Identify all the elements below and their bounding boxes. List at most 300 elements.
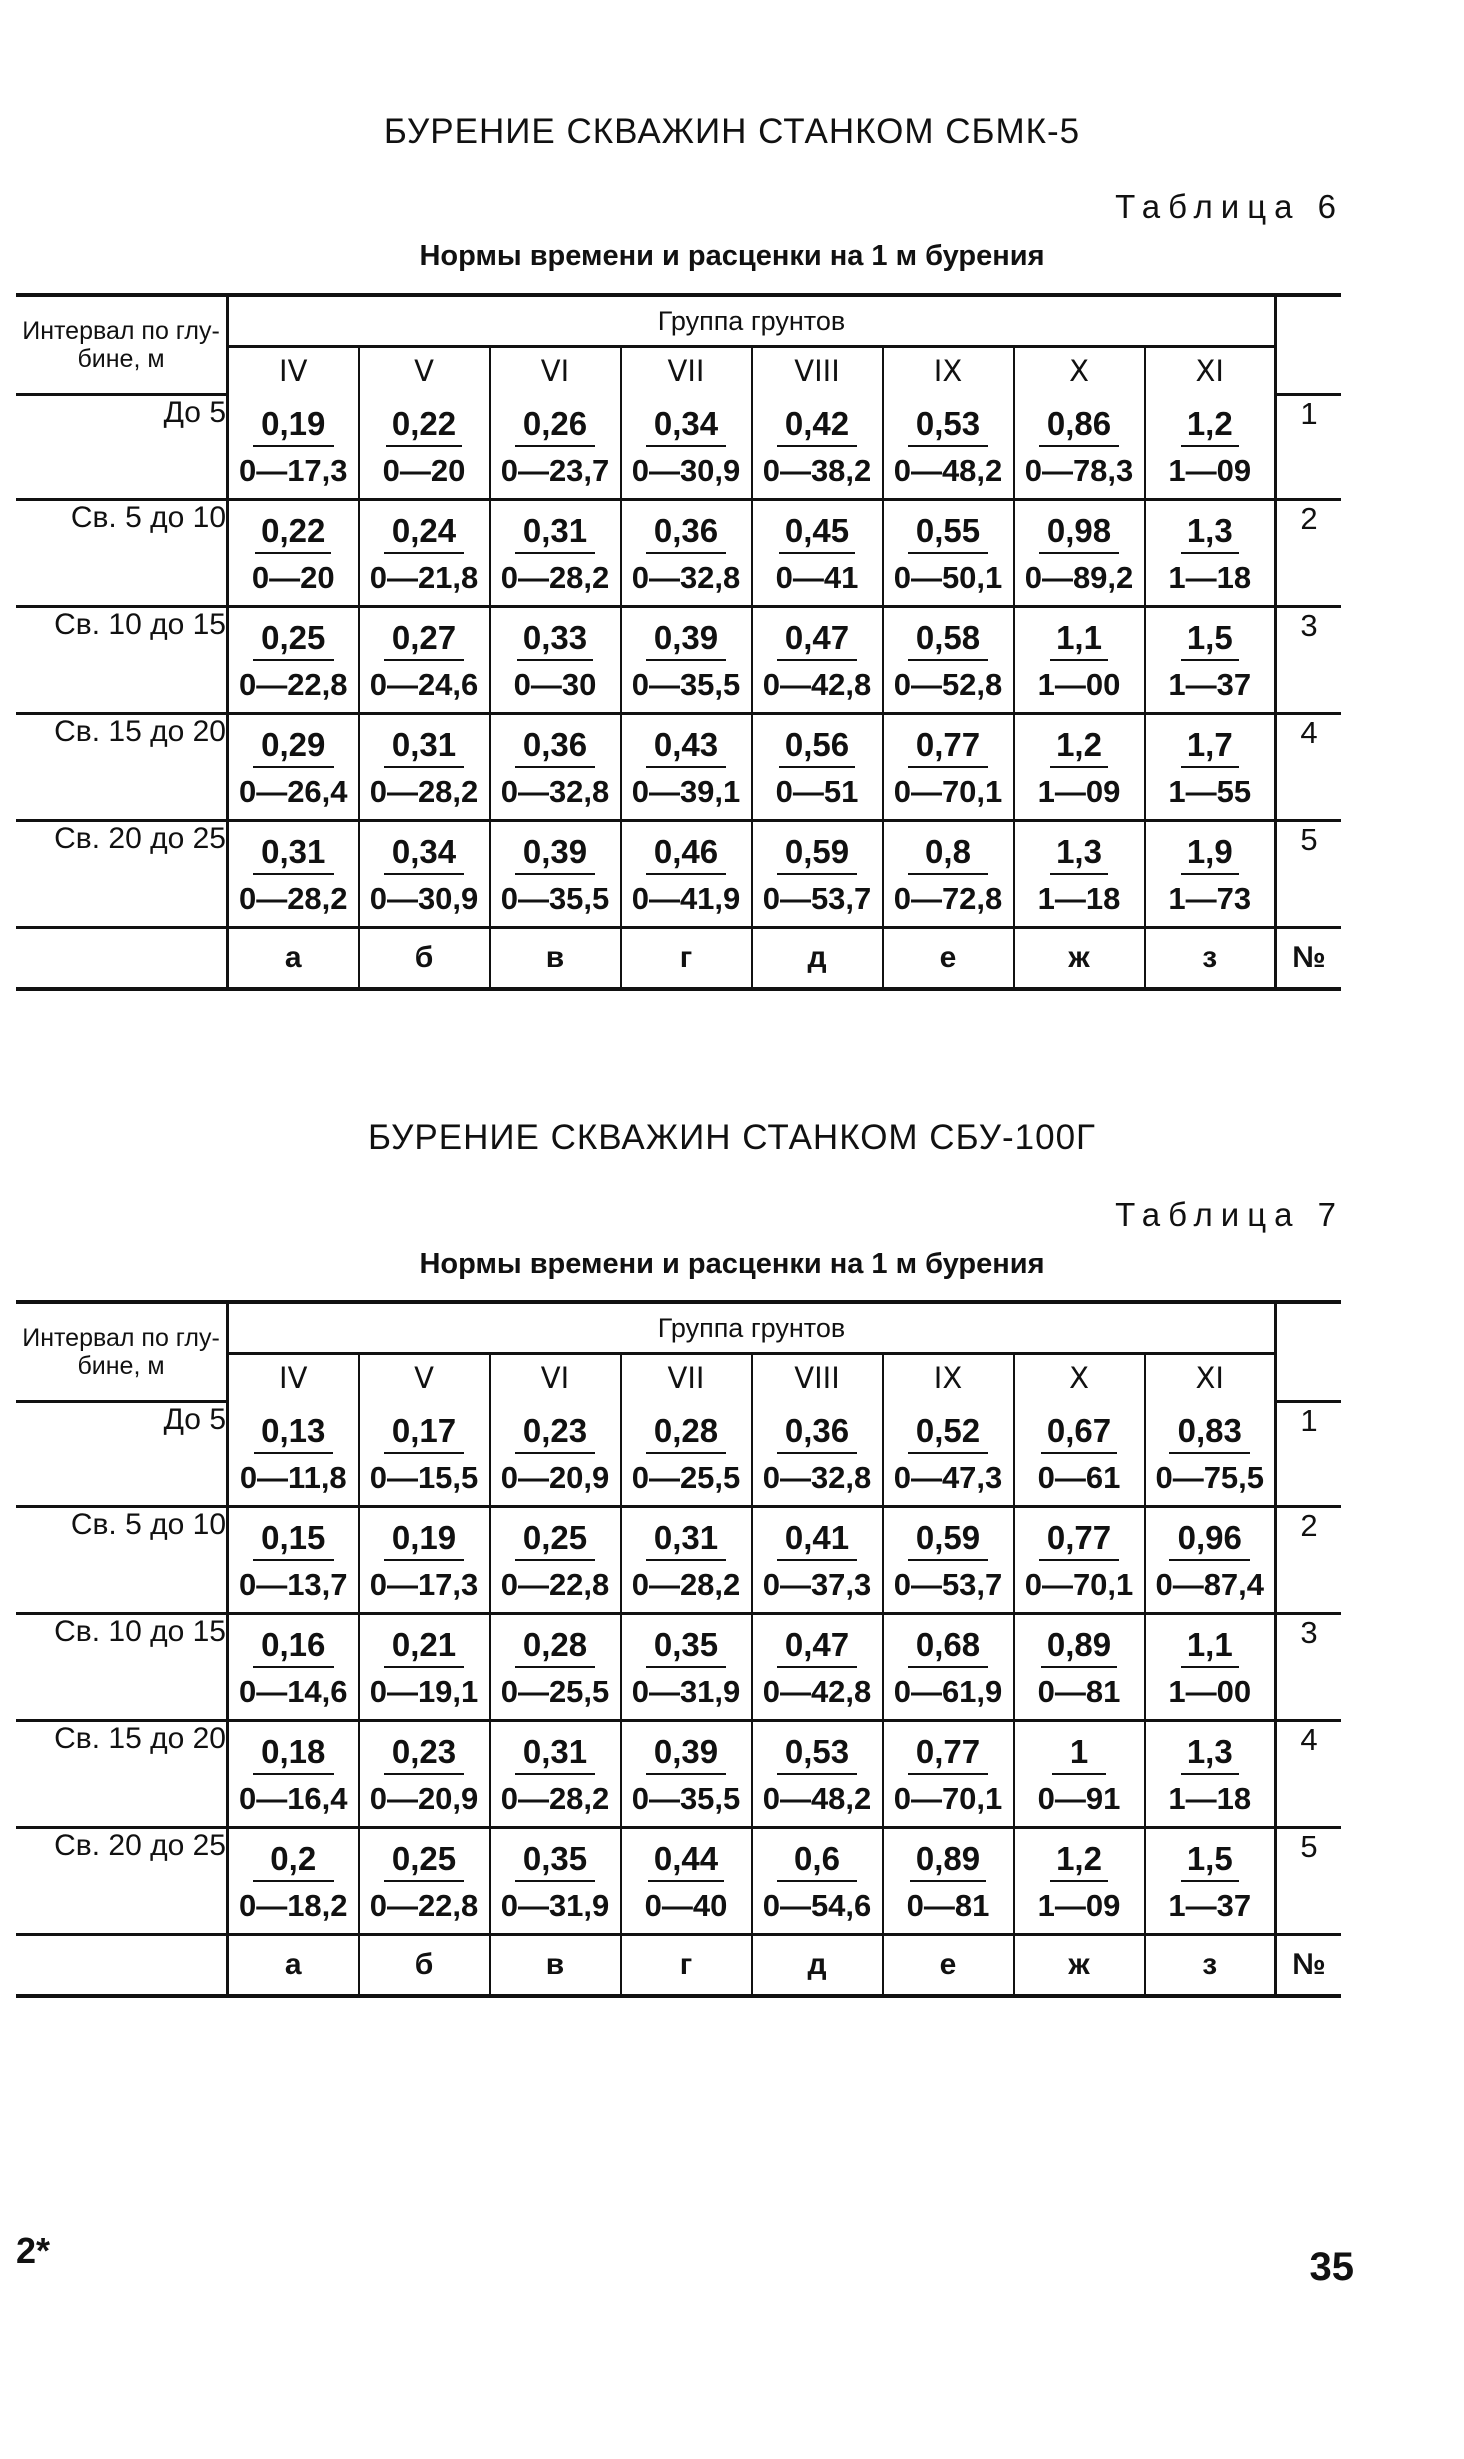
time-norm: 0,89: [910, 1842, 986, 1882]
rate-fraction: [238, 725, 348, 809]
price-rate: 0—53,7: [762, 880, 872, 916]
row-number: 2: [1276, 500, 1342, 607]
group-column-header: VIII: [752, 1354, 883, 1402]
price-rate: 1—18: [1037, 880, 1121, 916]
column-letter: а: [228, 1935, 359, 1997]
time-norm: 0,44: [648, 1842, 724, 1882]
rate-cell: [490, 714, 621, 821]
group-column-header: V: [359, 347, 490, 395]
time-norm: 0,31: [384, 728, 465, 768]
rate-fraction: [1167, 404, 1253, 488]
time-norm: 0,34: [384, 835, 465, 875]
time-norm: 0,47: [777, 1628, 858, 1668]
depth-interval-label: Св. 5 до 10: [16, 1507, 228, 1614]
price-rate: 1—37: [1168, 666, 1252, 702]
price-rate: 0—21,8: [369, 559, 479, 595]
column-letter: б: [359, 1935, 490, 1997]
price-rate: 0—20,9: [500, 1459, 610, 1495]
rate-cell: [883, 1614, 1014, 1721]
rate-fraction: [634, 1839, 738, 1923]
rate-fraction: [500, 404, 610, 488]
rate-cell: [228, 1507, 359, 1614]
price-rate: 0—78,3: [1024, 452, 1134, 488]
time-norm: 1,2: [1050, 728, 1108, 768]
time-norm: 0,41: [777, 1521, 858, 1561]
time-norm: 0,98: [1039, 514, 1120, 554]
time-norm: 0,53: [777, 1735, 858, 1775]
rate-fraction: [239, 1411, 347, 1495]
rate-fraction: [893, 1625, 1003, 1709]
time-norm: 0,8: [908, 835, 989, 875]
group-column-header: XI: [1195, 354, 1224, 388]
table-number: Таблица 7: [1115, 1196, 1344, 1233]
rate-cell: [359, 714, 490, 821]
rate-fraction: [893, 725, 1003, 809]
time-norm: 0,35: [515, 1842, 596, 1882]
number-sign: №: [1276, 1935, 1342, 1997]
rate-fraction: [631, 404, 741, 488]
rate-fraction: [631, 1732, 741, 1816]
rate-cell: [1145, 607, 1276, 714]
price-rate: 0—28,2: [500, 559, 610, 595]
time-norm: 0,35: [646, 1628, 727, 1668]
column-letter: з: [1202, 1948, 1218, 1981]
rate-cell: [228, 1828, 359, 1935]
time-norm: 0,89: [1041, 1628, 1117, 1668]
price-rate: 0—20: [382, 452, 466, 488]
rate-cell: [883, 607, 1014, 714]
time-norm: 0,36: [646, 514, 727, 554]
time-norm: 0,67: [1041, 1414, 1117, 1454]
rate-fraction: [369, 1625, 479, 1709]
price-rate: 0—89,2: [1024, 559, 1134, 595]
rate-cell: [490, 607, 621, 714]
time-norm: 0,28: [515, 1628, 596, 1668]
rate-fraction: [369, 511, 479, 595]
time-norm: 1,3: [1050, 835, 1108, 875]
price-rate: 0—28,2: [369, 773, 479, 809]
rate-cell: [1145, 1401, 1276, 1507]
section-title: БУРЕНИЕ СКВАЖИН СТАНКОМ СБУ-100Г: [368, 1118, 1096, 1157]
rate-fraction: [765, 725, 869, 809]
rate-cell: [621, 1828, 752, 1935]
time-norm: 0,31: [253, 835, 334, 875]
rate-cell: [621, 607, 752, 714]
table-row: [16, 1507, 1341, 1614]
rate-fraction: [1155, 1518, 1265, 1602]
rate-cell: [228, 714, 359, 821]
time-norm: 1,9: [1181, 835, 1239, 875]
time-norm: 0,77: [1039, 1521, 1120, 1561]
rate-fraction: [238, 1518, 348, 1602]
rate-fraction: [503, 618, 607, 702]
time-norm: 0,86: [1039, 407, 1120, 447]
price-rate: 0—30,9: [631, 452, 741, 488]
price-rate: 0—87,4: [1155, 1566, 1265, 1602]
price-rate: 1—37: [1168, 1887, 1252, 1923]
rate-cell: [752, 1401, 883, 1507]
depth-interval-label: Св. 15 до 20: [16, 714, 228, 821]
rate-fraction: [1024, 404, 1134, 488]
price-rate: 1—09: [1037, 773, 1121, 809]
price-rate: 1—18: [1168, 559, 1252, 595]
rate-cell: [621, 500, 752, 607]
rate-fraction: [762, 1839, 872, 1923]
time-norm: 0,58: [908, 621, 989, 661]
depth-interval-label: Св. 15 до 20: [16, 1721, 228, 1828]
rate-cell: [1014, 1401, 1145, 1507]
rate-fraction: [500, 1518, 610, 1602]
rate-cell: [752, 607, 883, 714]
rate-fraction: [1167, 832, 1253, 916]
rate-fraction: [238, 618, 348, 702]
rate-fraction: [1036, 618, 1122, 702]
rate-cell: [359, 1507, 490, 1614]
rate-cell: [359, 1828, 490, 1935]
rate-cell: [228, 1614, 359, 1721]
row-number-header: [1276, 1302, 1342, 1401]
rate-cell: [490, 1614, 621, 1721]
page-number: 35: [1309, 2245, 1354, 2289]
group-column-header: X: [1014, 347, 1145, 395]
table-row: [16, 1401, 1341, 1507]
price-rate: 0—13,7: [238, 1566, 348, 1602]
price-rate: 0—23,7: [500, 452, 610, 488]
rate-cell: [621, 821, 752, 928]
time-norm: 1,5: [1181, 1842, 1239, 1882]
column-letter: ж: [1014, 1935, 1145, 1997]
time-norm: 0,77: [908, 1735, 989, 1775]
time-norm: 0,36: [515, 728, 596, 768]
group-column-header: X: [1014, 1354, 1145, 1402]
price-rate: 0—32,8: [762, 1459, 872, 1495]
rate-fraction: [369, 618, 479, 702]
table-row: [16, 1828, 1341, 1935]
rate-fraction: [631, 1518, 741, 1602]
rate-fraction: [631, 1625, 741, 1709]
rate-fraction: [1024, 511, 1134, 595]
time-norm: 0,31: [515, 1735, 596, 1775]
rate-cell: [1145, 500, 1276, 607]
rate-cell: [752, 1721, 883, 1828]
time-norm: 0,26: [515, 407, 596, 447]
rate-fraction: [238, 404, 348, 488]
price-rate: 0—81: [1037, 1673, 1121, 1709]
empty-cell: [16, 1935, 228, 1997]
rate-fraction: [631, 1411, 741, 1495]
depth-interval-label: Св. 20 до 25: [16, 821, 228, 928]
rate-fraction: [369, 1411, 479, 1495]
rate-fraction: [500, 1411, 610, 1495]
table-caption: Нормы времени и расценки на 1 м бурения: [419, 240, 1045, 272]
time-norm: 0,52: [908, 1414, 989, 1454]
rate-fraction: [1167, 511, 1253, 595]
column-letter: г: [621, 928, 752, 990]
time-norm: 0,22: [386, 407, 462, 447]
column-letter: в: [490, 1935, 621, 1997]
rate-fraction: [369, 1732, 479, 1816]
rate-cell: [621, 1721, 752, 1828]
time-norm: 1,3: [1181, 1735, 1239, 1775]
time-norm: 0,68: [908, 1628, 989, 1668]
rate-fraction: [762, 1732, 872, 1816]
time-norm: 1,5: [1181, 621, 1239, 661]
time-norm: 0,46: [646, 835, 727, 875]
rate-fraction: [762, 618, 872, 702]
rate-cell: [883, 1721, 1014, 1828]
rate-cell: [359, 1401, 490, 1507]
rate-cell: [1145, 1721, 1276, 1828]
rate-cell: [752, 1828, 883, 1935]
rate-cell: [1145, 394, 1276, 500]
time-norm: 0,29: [253, 728, 334, 768]
rate-cell: [752, 1614, 883, 1721]
table-row: [16, 500, 1341, 607]
rate-fraction: [631, 618, 741, 702]
time-norm: 0,96: [1169, 1521, 1250, 1561]
rate-cell: [752, 1507, 883, 1614]
rate-fraction: [762, 1411, 872, 1495]
price-rate: 0—35,5: [500, 880, 610, 916]
price-rate: 0—31,9: [631, 1673, 741, 1709]
rate-cell: [228, 500, 359, 607]
rate-fraction: [893, 832, 1003, 916]
price-rate: 0—17,3: [238, 452, 348, 488]
price-rate: 1—18: [1168, 1780, 1252, 1816]
rate-cell: [490, 821, 621, 928]
price-rate: 0—81: [906, 1887, 990, 1923]
interval-header: Интервал по глу-бине, м: [16, 295, 228, 394]
price-rate: 0—75,5: [1155, 1459, 1265, 1495]
rate-fraction: [1036, 725, 1122, 809]
section-title: БУРЕНИЕ СКВАЖИН СТАНКОМ СБМК-5: [383, 112, 1081, 151]
rate-fraction: [1024, 1518, 1134, 1602]
rate-cell: [883, 1507, 1014, 1614]
rate-cell: [752, 394, 883, 500]
price-rate: 0—48,2: [893, 452, 1003, 488]
rate-cell: [621, 1401, 752, 1507]
time-norm: 0,25: [515, 1521, 596, 1561]
rate-cell: [1014, 821, 1145, 928]
rate-cell: [883, 714, 1014, 821]
price-rate: 0—32,8: [631, 559, 741, 595]
price-rate: 0—26,4: [238, 773, 348, 809]
group-column-header: VI: [490, 1354, 621, 1402]
price-rate: 0—70,1: [893, 1780, 1003, 1816]
rate-fraction: [762, 1625, 872, 1709]
rate-fraction: [893, 618, 1003, 702]
rate-fraction: [372, 404, 476, 488]
depth-interval-label: До 5: [16, 1401, 228, 1507]
rate-fraction: [369, 832, 479, 916]
price-rate: 0—37,3: [762, 1566, 872, 1602]
price-rate: 0—70,1: [893, 773, 1003, 809]
table-row: [16, 821, 1341, 928]
rate-cell: [359, 500, 490, 607]
rate-cell: [883, 500, 1014, 607]
price-rate: 0—22,8: [369, 1887, 479, 1923]
group-column-header: VII: [621, 1354, 752, 1402]
time-norm: 0,31: [646, 1521, 727, 1561]
rate-cell: [490, 1721, 621, 1828]
price-rate: 1—00: [1168, 1673, 1252, 1709]
row-number: 5: [1276, 1828, 1342, 1935]
rate-fraction: [896, 1839, 1000, 1923]
rate-fraction: [765, 511, 869, 595]
price-rate: 0—41: [775, 559, 859, 595]
price-rate: 0—31,9: [500, 1887, 610, 1923]
rate-cell: [359, 1721, 490, 1828]
price-rate: 0—22,8: [238, 666, 348, 702]
rate-cell: [490, 1401, 621, 1507]
time-norm: 0,31: [515, 514, 596, 554]
time-norm: 0,25: [253, 621, 334, 661]
price-rate: 0—25,5: [631, 1459, 741, 1495]
rate-fraction: [1167, 725, 1253, 809]
rate-cell: [752, 500, 883, 607]
group-column-header: V: [359, 1354, 490, 1402]
rate-cell: [1014, 714, 1145, 821]
price-rate: 0—18,2: [238, 1887, 348, 1923]
time-norm: 0,39: [646, 1735, 727, 1775]
rate-cell: [1014, 500, 1145, 607]
time-norm: 0,39: [646, 621, 727, 661]
time-norm: 0,83: [1169, 1414, 1250, 1454]
rate-cell: [228, 607, 359, 714]
price-rate: 0—19,1: [369, 1673, 479, 1709]
price-rate: 0—30,9: [369, 880, 479, 916]
row-number: 3: [1276, 1614, 1342, 1721]
rate-cell: [883, 1828, 1014, 1935]
time-norm: 0,19: [384, 1521, 465, 1561]
depth-interval-label: До 5: [16, 394, 228, 500]
rate-cell: [1145, 1507, 1276, 1614]
group-header: Группа грунтов: [228, 1302, 1276, 1354]
time-norm: 0,56: [779, 728, 855, 768]
price-rate: 0—61: [1037, 1459, 1121, 1495]
rate-fraction: [500, 1732, 610, 1816]
column-letter: д: [752, 928, 883, 990]
rate-fraction: [631, 511, 741, 595]
norms-table: [16, 1300, 1341, 1998]
price-rate: 0—20: [251, 559, 335, 595]
price-rate: 0—11,8: [239, 1459, 347, 1495]
rate-fraction: [238, 832, 348, 916]
rate-cell: [621, 714, 752, 821]
price-rate: 0—35,5: [631, 666, 741, 702]
price-rate: 0—42,8: [762, 666, 872, 702]
price-rate: 0—24,6: [369, 666, 479, 702]
price-rate: 0—40: [644, 1887, 728, 1923]
time-norm: 0,43: [646, 728, 727, 768]
rate-fraction: [1036, 1839, 1122, 1923]
price-rate: 0—15,5: [369, 1459, 479, 1495]
rate-fraction: [238, 1839, 348, 1923]
rate-cell: [490, 500, 621, 607]
time-norm: 0,17: [384, 1414, 465, 1454]
group-column-header: VII: [621, 347, 752, 395]
time-norm: 0,47: [777, 621, 858, 661]
column-letter: в: [490, 928, 621, 990]
price-rate: 0—41,9: [631, 880, 741, 916]
table-number: Таблица 6: [1115, 188, 1344, 225]
group-column-header: IV: [228, 347, 359, 395]
price-rate: 0—51: [775, 773, 859, 809]
group-column-header: XI: [1195, 1361, 1224, 1395]
number-sign: №: [1276, 928, 1342, 990]
rate-cell: [883, 821, 1014, 928]
rate-cell: [1145, 1614, 1276, 1721]
rate-fraction: [762, 404, 872, 488]
depth-interval-label: Св. 20 до 25: [16, 1828, 228, 1935]
interval-header: Интервал по глу-бине, м: [16, 1302, 228, 1401]
price-rate: 0—32,8: [500, 773, 610, 809]
time-norm: 0,15: [253, 1521, 334, 1561]
time-norm: 0,34: [646, 407, 727, 447]
rate-fraction: [1027, 1411, 1131, 1495]
row-number: 4: [1276, 714, 1342, 821]
time-norm: 0,36: [777, 1414, 858, 1454]
price-rate: 0—28,2: [238, 880, 348, 916]
time-norm: 0,6: [777, 1842, 858, 1882]
time-norm: 0,53: [908, 407, 989, 447]
time-norm: 0,2: [253, 1842, 334, 1882]
time-norm: 0,21: [384, 1628, 465, 1668]
price-rate: 0—20,9: [369, 1780, 479, 1816]
rate-cell: [228, 821, 359, 928]
time-norm: 1,2: [1050, 1842, 1108, 1882]
rate-cell: [752, 714, 883, 821]
rate-cell: [228, 1721, 359, 1828]
column-letter: е: [883, 928, 1014, 990]
time-norm: 1,3: [1181, 514, 1239, 554]
time-norm: 0,18: [253, 1735, 334, 1775]
rate-cell: [883, 394, 1014, 500]
time-norm: 1,7: [1181, 728, 1239, 768]
rate-cell: [1145, 821, 1276, 928]
row-number: 4: [1276, 1721, 1342, 1828]
time-norm: 0,59: [777, 835, 858, 875]
price-rate: 1—73: [1168, 880, 1252, 916]
rate-cell: [621, 394, 752, 500]
table-row: [16, 1614, 1341, 1721]
table-row: [16, 714, 1341, 821]
rate-cell: [490, 1507, 621, 1614]
table-row: [16, 1721, 1341, 1828]
table-row: [16, 607, 1341, 714]
rate-cell: [1014, 394, 1145, 500]
rate-cell: [359, 821, 490, 928]
table-caption: Нормы времени и расценки на 1 м бурения: [419, 1248, 1045, 1280]
time-norm: 1: [1052, 1735, 1107, 1775]
group-column-header: VI: [490, 347, 621, 395]
price-rate: 0—30: [513, 666, 597, 702]
row-number: 1: [1276, 394, 1342, 500]
price-rate: 0—35,5: [631, 1780, 741, 1816]
price-rate: 0—53,7: [893, 1566, 1003, 1602]
row-number: 2: [1276, 1507, 1342, 1614]
rate-cell: [883, 1401, 1014, 1507]
column-letter: а: [228, 928, 359, 990]
empty-cell: [16, 928, 228, 990]
rate-fraction: [631, 725, 741, 809]
time-norm: 0,55: [908, 514, 989, 554]
rate-fraction: [1037, 1732, 1121, 1816]
rate-fraction: [241, 511, 345, 595]
rate-cell: [752, 821, 883, 928]
time-norm: 1,2: [1181, 407, 1239, 447]
norms-table: [16, 293, 1341, 991]
